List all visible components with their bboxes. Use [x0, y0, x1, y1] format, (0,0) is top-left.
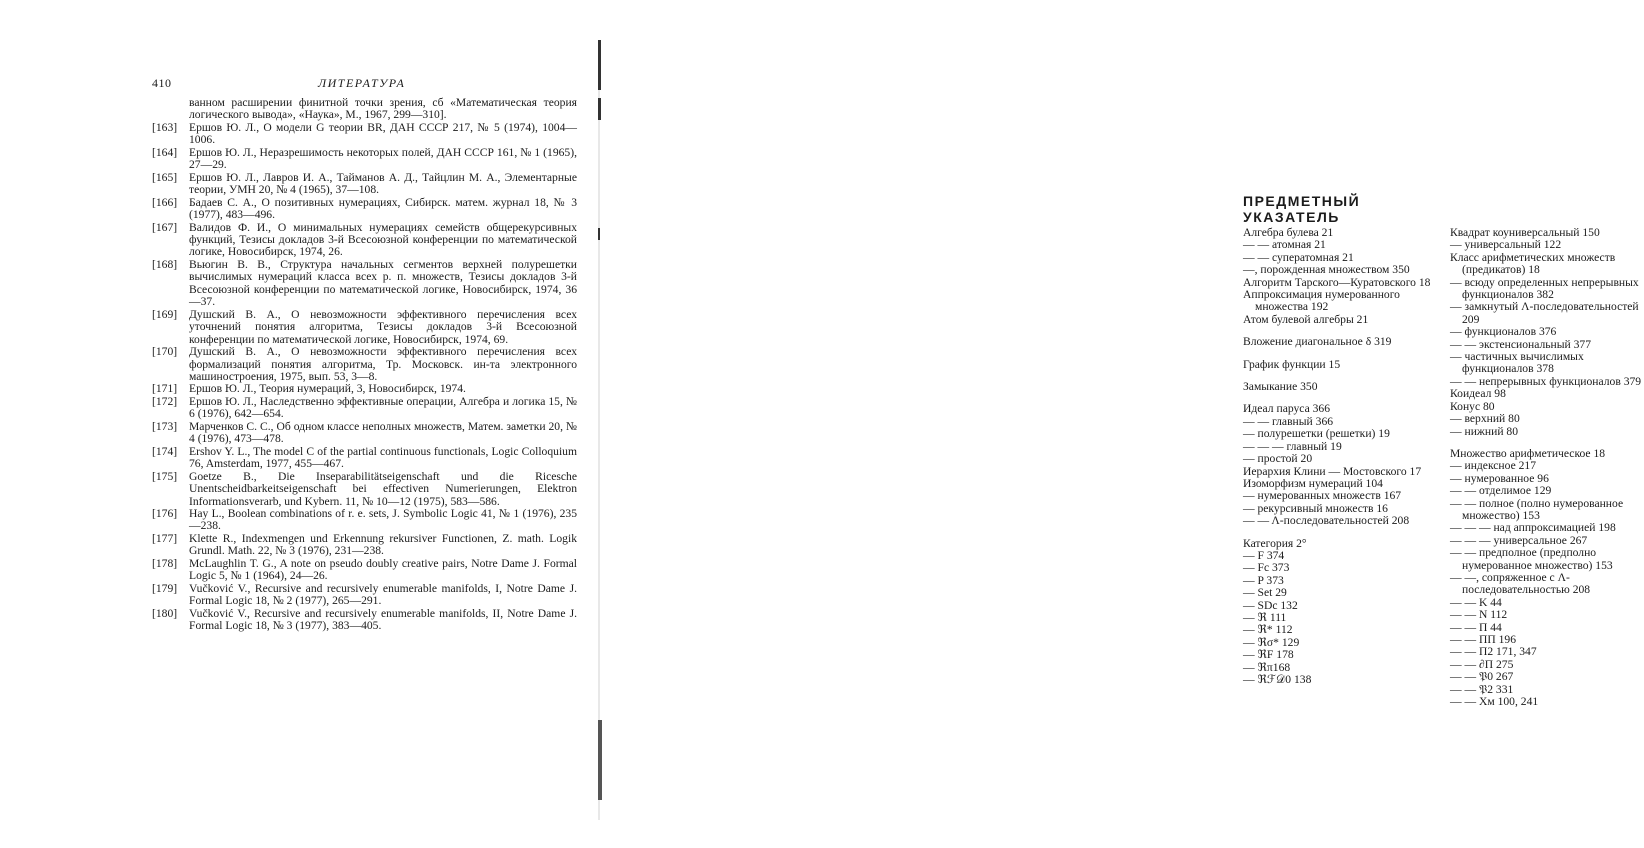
index-entry: Аппроксимация нумерованного множества 192 [1243, 288, 1400, 314]
index-entry: Вложение диагональное δ 319 [1243, 335, 1392, 349]
index-entry: — — — над аппроксимацией 198 [1450, 521, 1616, 535]
reference-number: [180] [152, 606, 178, 620]
reference-text: Ершов Ю. Л., Теория нумераций, 3, Новосибирск, 1974. [189, 382, 466, 396]
index-entry: — ℜ* 112 [1243, 623, 1293, 637]
index-entry: — ℜ 111 [1243, 610, 1287, 624]
index-entry: — рекурсивный множеств 16 [1243, 501, 1388, 515]
reference-item [152, 122, 577, 147]
index-entry: Иерархия Клини — Мостовского 17 [1243, 464, 1422, 478]
index-entry: — всюду определенных непрерывных функционалов 382 [1450, 275, 1639, 302]
index-entry: — — ∂Π 275 [1450, 657, 1514, 671]
reference-number: [167] [152, 220, 178, 234]
reference-item [152, 583, 577, 608]
reference-text: Душский В. А., О невозможности эффективного перечисления всех формализаций понятия алгоритма, Тр. Московск. ин-та электронного машиностроения, 1975, вып. 53, 3—8. [189, 345, 577, 383]
reference-item [152, 383, 577, 395]
index-entry: — — суператомная 21 [1243, 250, 1354, 264]
right-page [600, 0, 1642, 848]
index-entry: — — 𝔓2 331 [1450, 682, 1514, 696]
index-entry: Атом булевой алгебры 21 [1243, 312, 1369, 326]
index-entry: — —, сопряженное с Λ-последовательностью 208 [1450, 570, 1591, 597]
index-entry: Алгоритм Тарского—Куратовского 18 [1243, 275, 1431, 289]
index-entry: — — ΠΠ 196 [1450, 633, 1517, 646]
index-entry: — нижний 80 [1450, 424, 1519, 438]
reference-item [152, 446, 577, 471]
reference-text: Вьюгин В. В., Структура начальных сегментов верхней полурешетки вычислимых нумераций класса всех р. п. множеств, Тезисы докладов 3-й Всесоюзной конференции по математической логике, Новосибирск, 1974, 36—37. [189, 257, 577, 309]
index-entry: График функции 15 [1243, 357, 1341, 371]
page-header-title: ЛИТЕРАТУРА [318, 76, 406, 90]
reference-text: Марченков С. С., Об одном классе неполных множеств, Матем. заметки 20, № 4 (1976), 473—478. [189, 419, 577, 446]
reference-text: Ершов Ю. Л., О модели G теории BR, ДАН СССР 217, № 5 (1974), 1004—1006. [189, 120, 577, 147]
reference-number: [175] [152, 469, 178, 483]
index-entry: Множество арифметическое 18 [1450, 446, 1606, 460]
index-entry: — — K 44 [1450, 595, 1502, 609]
index-title: ПРЕДМЕТНЫЙ УКАЗАТЕЛЬ [1243, 193, 1361, 225]
reference-text: Ершов Ю. Л., Наследственно эффективные операции, Алгебра и логика 15, № 6 (1976), 642—654. [189, 394, 577, 421]
reference-number: [176] [152, 506, 178, 520]
index-entry: — нумерованное 96 [1450, 471, 1549, 485]
index-entry: — функционалов 376 [1450, 325, 1557, 339]
reference-number: [164] [152, 145, 178, 159]
reference-number: [169] [152, 307, 178, 321]
index-entry: — простой 20 [1243, 452, 1313, 466]
reference-item [152, 558, 577, 583]
reference-text: Бадаев С. А., О позитивных нумерациях, Сибирск. матем. журнал 18, № 3 (1977), 483—496. [189, 195, 577, 222]
index-entry: —, порожденная множеством 350 [1243, 263, 1410, 277]
reference-text: McLaughlin T. G., A note on pseudo doubly creative pairs, Notre Dame J. Formal Logic 5, № 1 (1964), 24—26. [189, 556, 577, 583]
index-entry: — Set 29 [1243, 586, 1287, 600]
index-entry: — F 374 [1243, 548, 1285, 562]
index-entry: — верхний 80 [1450, 412, 1520, 426]
reference-number: [172] [152, 394, 178, 408]
index-entry: Коидеал 98 [1450, 387, 1506, 401]
reference-number: [178] [152, 556, 178, 570]
index-entry: — ℜσ* 129 [1243, 635, 1300, 649]
reference-number: [173] [152, 419, 178, 433]
reference-number: [179] [152, 581, 178, 595]
index-entry: Идеал паруса 366 [1243, 402, 1331, 416]
index-entry: — — главный 366 [1243, 414, 1334, 428]
index-entry: Конус 80 [1450, 399, 1495, 413]
reference-text: Hay L., Boolean combinations of r. e. sets, J. Symbolic Logic 41, № 1 (1976), 235—238. [189, 506, 577, 533]
index-entry: — — Λ-последовательностей 208 [1243, 514, 1410, 528]
index-entry: — ℜπ168 [1243, 660, 1291, 674]
index-entry: — Fc 373 [1243, 561, 1290, 575]
index-entry: — ℜF 178 [1243, 648, 1294, 662]
reference-item [152, 396, 577, 421]
reference-number: [177] [152, 531, 178, 545]
index-entry: — — Π2 171, 347 [1450, 645, 1537, 659]
reference-text: Ершов Ю. Л., Неразрешимость некоторых полей, ДАН СССР 161, № 1 (1965), 27—29. [189, 145, 577, 172]
reference-number: [165] [152, 170, 178, 184]
index-entry: — замкнутый Λ-последовательностей 209 [1450, 300, 1639, 326]
reference-item [152, 608, 577, 633]
index-entry: — частичных вычислимых функционалов 378 [1450, 350, 1584, 376]
index-entry: Алгебра булева 21 [1243, 226, 1334, 239]
reference-text: Goetze B., Die Inseparabilitätseigenschaft und die Ricesche Unentscheidbarkeitseigenschaft bei effectiven Numerierungen, Elektron Informationsverarb, und Kybern. 11, № 10—12 (1975), 583—586. [189, 469, 577, 508]
index-entry: — — N 112 [1450, 608, 1508, 622]
reference-item [152, 259, 577, 309]
index-entry: Категория 2° [1243, 536, 1307, 550]
index-entry: Класс арифметических множеств (предикатов) 18 [1450, 250, 1616, 277]
page-number: 410 [152, 76, 172, 90]
reference-text: Klette R., Indexmengen und Erkennung rekursiver Functionen, Z. math. Logik Grundl. Math. 22, № 3 (1976), 231—238. [189, 531, 577, 558]
reference-item [152, 147, 577, 172]
reference-item [152, 421, 577, 446]
reference-item [152, 309, 577, 346]
index-entry: — SDc 132 [1243, 598, 1298, 612]
references-list [152, 97, 577, 632]
index-entry: — — экстенсиональный 377 [1450, 337, 1592, 351]
reference-number: [171] [152, 382, 178, 396]
reference-text: Ershov Y. L., The model C of the partial continuous functionals, Logic Colloquium 76, Amsterdam, 1977, 455—467. [189, 444, 577, 471]
reference-text: Vučković V., Recursive and recursively enumerable manifolds, II, Notre Dame J. Formal Logic 18, № 3 (1977), 383—405. [189, 606, 577, 633]
index-column-right [1450, 227, 1644, 708]
reference-item [152, 508, 577, 533]
left-page [0, 0, 598, 848]
reference-item [152, 222, 577, 259]
index-entry: Квадрат коуниверсальный 150 [1450, 226, 1600, 239]
reference-number: [168] [152, 257, 178, 271]
reference-number: [166] [152, 195, 178, 209]
reference-text: Ершов Ю. Л., Лавров И. А., Тайманов А. Д., Тайцлин М. А., Элементарные теории, УМН 20, № 4 (1965), 37—108. [189, 170, 577, 197]
reference-continuation: ванном расширении финитной точки зрения, сб «Математическая теория логического вывода», «Наука», М., 1967, 299—310]. [189, 96, 577, 122]
index-entry: — нумерованных множеств 167 [1243, 489, 1402, 503]
reference-item [152, 172, 577, 197]
reference-item [152, 533, 577, 558]
index-column-left [1243, 227, 1435, 686]
index-entry: — — полное (полно нумерованное множество) 153 [1450, 496, 1624, 522]
index-entry: — — непрерывных функционалов 379 [1450, 374, 1642, 388]
reference-text: Душский В. А., О невозможности эффективного перечисления всех уточнений понятия алгоритма, Тезисы докладов 3-й Всесоюзной конференции по математической логике, Новосибирск, 1974, 69. [189, 307, 577, 346]
index-entry: — — 𝔓0 267 [1450, 670, 1514, 684]
reference-item [152, 197, 577, 222]
index-entry: Изоморфизм нумераций 104 [1243, 476, 1383, 490]
index-entry: — — предполное (предполно нумерованное множество) 153 [1450, 546, 1613, 572]
index-entry: — — — главный 19 [1243, 439, 1342, 453]
reference-text: Vučković V., Recursive and recursively enumerable manifolds, I, Notre Dame J. Formal Logic 18, № 2 (1977), 265—291. [189, 581, 577, 608]
index-entry: — индексное 217 [1450, 459, 1537, 473]
reference-text: Валидов Ф. И., О минимальных нумерациях семейств общерекурсивных функций, Тезисы докладов 3-й Всесоюзной конференции по математической логике, Новосибирск, 1974, 26. [189, 220, 577, 259]
index-entry: Замыкание 350 [1243, 380, 1318, 394]
index-entry: — — Π 44 [1450, 620, 1502, 634]
reference-item [152, 346, 577, 383]
index-entry: — — — универсальное 267 [1450, 533, 1588, 547]
index-entry: — P 373 [1243, 573, 1284, 587]
reference-number: [174] [152, 444, 178, 458]
index-entry: — универсальный 122 [1450, 238, 1562, 252]
index-entry: — — Xм 100, 241 [1450, 695, 1539, 709]
reference-number: [163] [152, 120, 178, 134]
reference-number: [170] [152, 345, 178, 359]
index-entry: — ℜℱ𝒟0 138 [1243, 673, 1312, 686]
reference-item [152, 471, 577, 508]
index-entry: — полурешетки (решетки) 19 [1243, 427, 1390, 441]
index-entry: — — атомная 21 [1243, 238, 1326, 252]
index-entry: — — отделимое 129 [1450, 484, 1552, 498]
